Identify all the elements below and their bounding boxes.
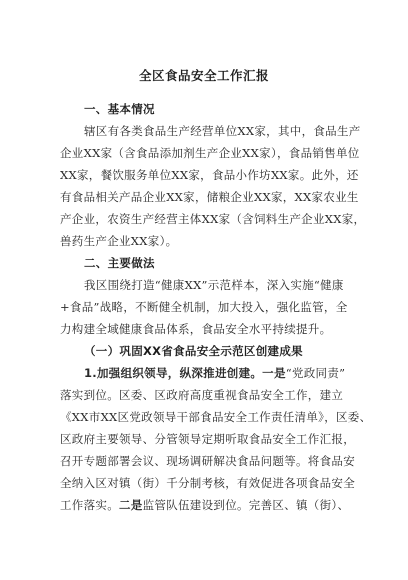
paragraph-line: 落实到位。区委、区政府高度重视食品安全工作，建立 — [60, 388, 344, 402]
paragraph-line: 兽药生产企业XX家）。 — [60, 234, 178, 248]
paragraph-line: 产企业，农资生产经营主体XX家（含饲料生产企业XX家， — [60, 212, 366, 226]
paragraph-line: 力构建全域健康食品体系，食品安全水平持续提升。 — [60, 322, 332, 336]
paragraph-line: XX家，餐饮服务单位XX家，食品小作坊XX家。此外，还 — [60, 168, 359, 182]
paragraph-line: 全纳入区对镇（街）千分制考核，有效促进各项食品安全 — [60, 476, 355, 490]
subsection-heading: （一）巩固XX省食品安全示范区创建成果 — [84, 344, 303, 358]
paragraph-line: 区政府主要领导、分管领导定期听取食品安全工作汇报， — [60, 432, 355, 446]
paragraph-line-last — [60, 498, 360, 512]
paragraph-line: 召开专题部署会议、现场调研解决食品问题等。将食品安 — [60, 454, 355, 468]
paragraph-line: 《XX市XX区党政领导干部食品安全工作责任清单》，区委、 — [60, 410, 372, 424]
section-heading-basic-info: 一、基本情况 — [84, 102, 155, 116]
document-title: 全区食品安全工作汇报 — [138, 68, 269, 83]
text-segment: 工作落实。 — [60, 498, 119, 512]
item-heading-bold: 1.加强组织领导，纵深推进创建。 — [84, 366, 263, 380]
paragraph-line: 企业XX家（含食品添加剂生产企业XX家），食品销售单位 — [60, 146, 360, 160]
paragraph-line: 有食品相关产品企业XX家，储粮企业XX家，XX家农业生 — [60, 190, 359, 204]
item-point-two-label: 二是 — [119, 498, 143, 512]
paragraph-line: 辖区有各类食品生产经营单位XX家，其中，食品生产 — [84, 124, 361, 138]
section-heading-main-practices: 二、主要做法 — [84, 256, 155, 270]
paragraph-line: +食品”战略，不断健全机制，加大投入，强化监管，全 — [60, 300, 348, 314]
item-heading-line — [84, 366, 384, 380]
paragraph-line: 我区围绕打造“健康XX”示范样本，深入实施“健康 — [84, 278, 344, 292]
item-point-one-label: 一是 — [262, 366, 286, 380]
item-point-one-text: “党政同责” — [285, 366, 346, 380]
text-segment: 监管队伍建设到位。完善区、镇（街）、 — [142, 498, 350, 512]
